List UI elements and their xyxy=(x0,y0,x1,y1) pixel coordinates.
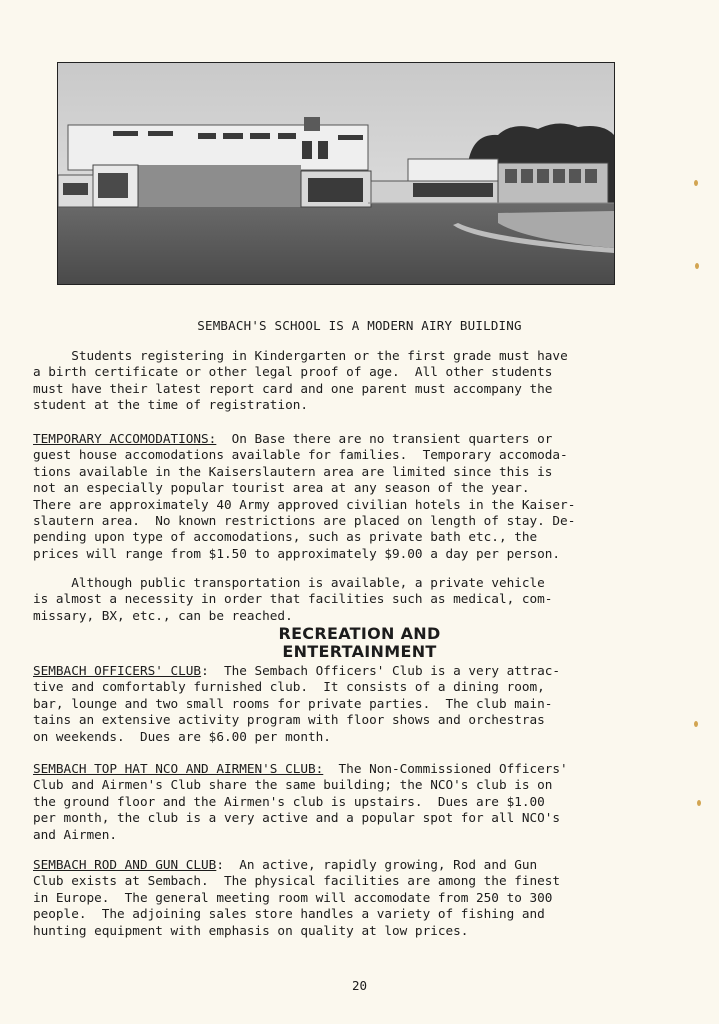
school-photo xyxy=(57,62,615,285)
recreation-heading-line2: ENTERTAINMENT xyxy=(282,642,437,661)
temporary-accommodations-body: On Base there are no transient quarters or guest house accomodations available for families. Temporary accomoda- tions available in the Kaiserslautern area are limited since this is not an especially popular tourist area at any season of the year. There are approximately 40 Army approved civilian hotels in the Kaiser- slautern area. No known restrictions are placed on length of stay. De- pending upon type of accomodations, such as private bath etc., the prices will range from $1.50 to approximately $9.00 a day per person. xyxy=(33,431,576,561)
rod-gun-club-paragraph xyxy=(33,857,643,939)
binder-hole-mark xyxy=(694,721,698,727)
school-building-illustration xyxy=(58,63,614,284)
officers-club-body: : The Sembach Officers' Club is a very attrac- tive and comfortably furnished club. It consists of a dining room, bar, lounge and two small rooms for private parties. The club main- tains an extensive activity program with floor shows and orchestras on weekends. Dues are $6.00 per month. xyxy=(33,663,561,744)
officers-club-title: SEMBACH OFFICERS' CLUB xyxy=(33,663,202,678)
nco-club-paragraph xyxy=(33,761,643,843)
nco-club-title: SEMBACH TOP HAT NCO AND AIRMEN'S CLUB: xyxy=(33,761,324,776)
officers-club-paragraph xyxy=(33,663,643,745)
nco-club-body: The Non-Commissioned Officers' Club and Airmen's Club share the same building; the NCO's club is on the ground floor and the Airmen's club is upstairs. Dues are $1.00 per month, the club is a very active and a popular spot for all NCO's and Airmen. xyxy=(33,761,568,842)
binder-hole-mark xyxy=(694,180,698,186)
temporary-accommodations-paragraph xyxy=(33,431,643,562)
recreation-heading-line1: RECREATION AND xyxy=(278,624,441,643)
temporary-accommodations-title: TEMPORARY ACCOMODATIONS: xyxy=(33,431,217,446)
rod-gun-club-body: : An active, rapidly growing, Rod and Gun Club exists at Sembach. The physical facilities are among the finest in Europe. The general meeting room will accomodate from 250 to 300 people. The adjoining sales store handles a variety of fishing and hunting equipment with emphasis on quality at low prices. xyxy=(33,857,561,938)
rod-gun-club-title: SEMBACH ROD AND GUN CLUB xyxy=(33,857,217,872)
binder-hole-mark xyxy=(695,263,699,269)
transportation-paragraph: Although public transportation is available, a private vehicle is almost a necessity in order that facilities such as medical, com- missary, BX, etc., can be reached. xyxy=(33,575,553,623)
registration-paragraph: Students registering in Kindergarten or the first grade must have a birth certificate or other legal proof of age. All other students must have their latest report card and one parent must accompany the student at the time of registration. xyxy=(33,348,568,413)
page-number: 20 xyxy=(351,978,368,993)
binder-hole-mark xyxy=(697,800,701,806)
photo-caption: SEMBACH'S SCHOOL IS A MODERN AIRY BUILDING xyxy=(197,318,522,333)
